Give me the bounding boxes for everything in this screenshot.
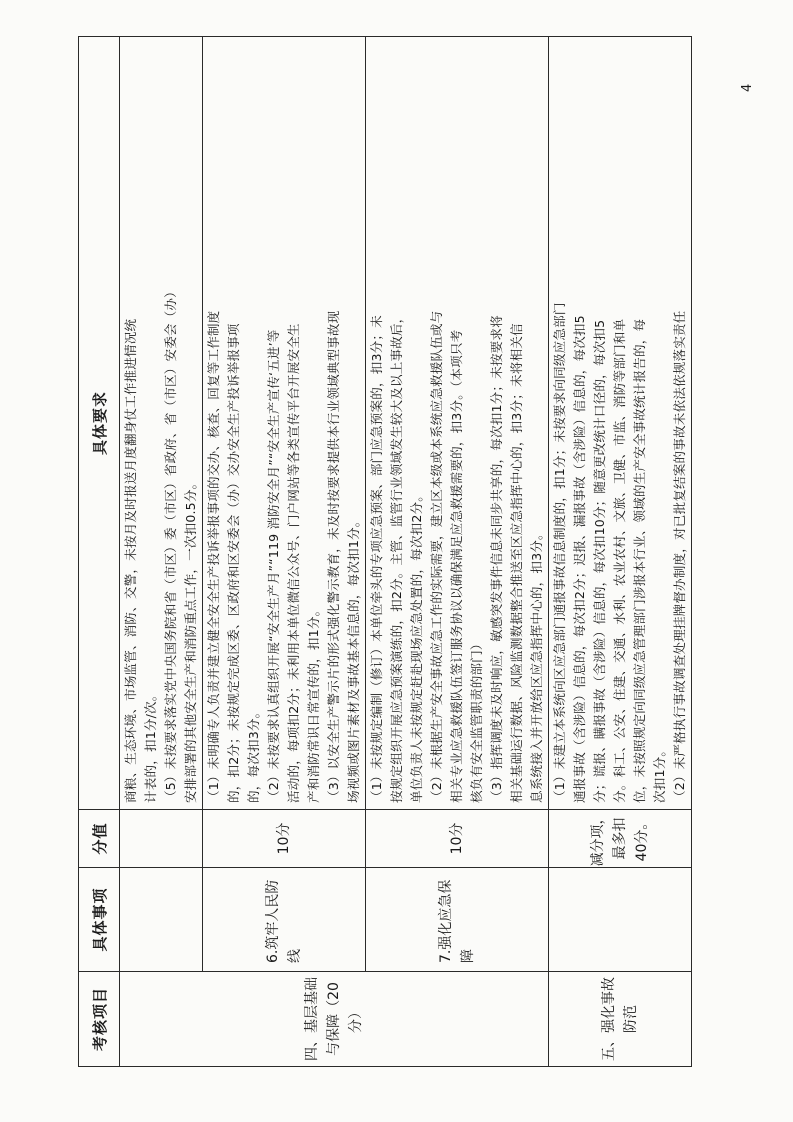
requirement-line: 安排部署的其他安全生产和消防重点工作，一次扣0.5分。: [183, 476, 198, 803]
requirement-line: 核负有安全监管职责的部门）: [469, 637, 484, 803]
requirement-line: 的，每次扣3分。: [246, 705, 261, 803]
table-row: [549, 37, 692, 1067]
requirement-line: 的，扣2分；未按规定完成区委、区政府和区安委会（办）交办安全生产投诉举报事项: [226, 323, 241, 803]
requirement-line: 活动的，每项扣2分；未利用本单位微信公众号、门户网站等各类宣传平台开展安全生: [286, 323, 301, 803]
requirement-line: 相关专业应急救援队伍签订服务协议以确保满足应急救援需要的，扣3分。（本项只考: [449, 329, 464, 803]
top-row-requirements: [120, 37, 203, 810]
requirement-line: 次扣1分。: [652, 743, 667, 803]
requirement-line: 位，未按照规定向同级应急管理部门涉报本行业、领域的生产安全事故统计报告的，每: [632, 318, 647, 803]
row6-requirements: [203, 37, 366, 810]
requirement-line: （1）未按规定编制（修订）本单位牵头的专项应急预案、部门应急预案的，扣3分；未: [369, 315, 384, 803]
requirement-line: 相关基础运行数据、风险监测数据整合推送至区应急指挥中心的，扣3分；未将相关信: [509, 323, 524, 803]
section4-item-cell: [120, 972, 549, 1067]
requirement-line: 按规定组织开展应急预案演练的，扣2分。主管、监管行业领域发生较大及以上事故后，: [389, 310, 404, 803]
row7-score: 10分: [366, 810, 549, 868]
header-score: 分值: [79, 810, 120, 868]
requirement-line: 息系统接入并开放给区应急指挥中心的，扣3分。: [529, 527, 544, 803]
row6-score: 10分: [203, 810, 366, 868]
header-requirements: 具体要求: [79, 37, 120, 810]
section5-item-cell: [549, 972, 692, 1067]
page-number: 4: [740, 83, 755, 92]
row7-subitem: 7.强化应急保障: [366, 868, 549, 972]
requirement-line: 通报事故（含涉险）信息的，每次扣2分；迟报、漏报事故（含涉险）信息的，每次扣5: [572, 315, 587, 803]
section5-score: 减分项，最多扣40分。: [549, 810, 692, 868]
requirement-line: （2）未严格执行事故调查处理挂牌督办制度，对已批复结案的事故未依法依规落实责任: [672, 310, 687, 803]
requirement-line: （3）以安全生产警示片的形式强化警示教育，未及时按要求提供本行业领域典型事故现: [326, 310, 341, 803]
table-header-row: [79, 37, 120, 1067]
requirement-line: （2）未根据生产安全事故应急工作的实际需要，建立区本级或本系统应急救援队伍或与: [429, 310, 444, 803]
empty-score-cell: [120, 810, 203, 868]
requirement-line: 场视频或图片素材及事故基本信息的，每次扣1分。: [346, 514, 361, 803]
section4-item-label: 四、基层基础与保障（20分）: [304, 977, 364, 1061]
requirement-line: 分；谎报、瞒报事故（含涉险）信息的，每次扣10分；随意更改统计口径的，每次扣5: [592, 319, 607, 803]
requirement-line: （1）未建立本系统向区应急部门通报事故信息制度的，扣1分；未按要求向同级应急部门: [552, 302, 567, 803]
section5-item-label: 五、强化事故防范: [601, 977, 639, 1061]
requirement-line: （2）未按要求认真组织开展“安全生产月”“119 消防安全月”“安全生产宣传‘五进’等: [266, 329, 281, 803]
row7-requirements: [366, 37, 549, 810]
requirement-line: 分。科工、公安、住建、交通、水利、农业农村、文旅、卫健、市监、消防等部门和单: [612, 318, 627, 803]
requirement-line: 商粮、生态环境、市场监管、消防、交警，未按月及时报送月度翻身仗工作推进情况统: [123, 318, 138, 803]
header-subitem: 具体事项: [79, 868, 120, 972]
requirement-line: （1）未明确专人负责并建立健全安全生产投诉举报事项的交办、核查、回复等工作制度: [206, 310, 221, 803]
empty-subitem-cell: [549, 868, 692, 972]
requirement-line: （5）未按要求落实党中央国务院和省（市区）委（市区）省政府、省（市区）安委会（办）: [163, 285, 178, 803]
requirement-line: 计表的，扣1分/次。: [143, 688, 158, 803]
table-row: [120, 37, 203, 1067]
empty-subitem-cell: [120, 868, 203, 972]
table-row: [366, 37, 549, 1067]
section5-requirements: [549, 37, 692, 810]
requirement-line: 单位负责人未按规定赶赴现场应急处置的，每次扣2分。: [409, 488, 424, 803]
assessment-table: [78, 36, 692, 1067]
requirement-line: 产和消防常识日常宣传的，扣1分。: [306, 603, 321, 803]
header-item: 考核项目: [79, 972, 120, 1067]
requirement-line: （3）指挥调度未及时响应，敏感突发事件信息未同步共享的，每次扣1分；未按要求将: [489, 315, 504, 803]
table-row: [203, 37, 366, 1067]
row6-subitem: 6.筑牢人民防线: [203, 868, 366, 972]
